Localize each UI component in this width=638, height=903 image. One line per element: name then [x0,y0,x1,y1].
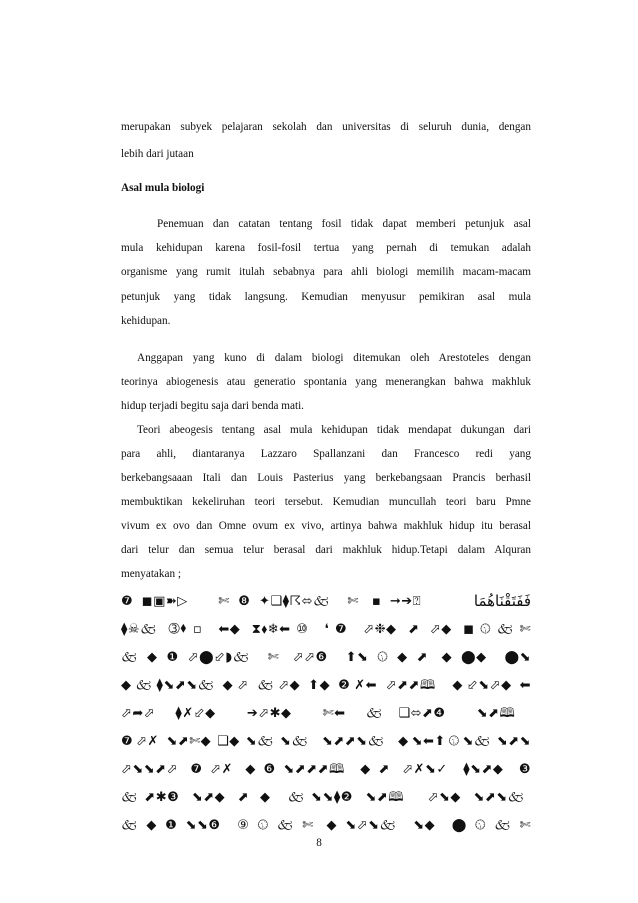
penemuan-line-1: Penemuan dan catatan tentang fosil tidak dapat memberi petunjuk asal [157,218,531,230]
teori-line-7: menyatakan ; [121,568,181,580]
teori-line-4: membuktikan kekeliruhan teori tersebut. Kemudian muncullah teori baru Pmne [121,496,531,508]
garbled-line-9: 🙵︎◆︎❶︎⬊︎⬊︎❻︎⑨︎🕥︎🙵︎✄︎ ◆︎⬊︎⬀︎⬊︎🙵︎⬊︎◆︎⬤︎🕥︎🙵︎✄︎ [121,818,531,833]
arabic-phrase: فَفَتَقْنَاهُمَا [473,592,531,610]
intro-line-2: lebih dari jutaan [121,148,194,160]
teori-line-6: dari telur dan semua telur berasal dari makhluk hidup.Tetapi dalam Alquran [121,544,531,556]
anggapan-line-1: Anggapan yang kuno di dalam biologi ditemukan oleh Arestoteles dengan [137,352,531,364]
garbled-line-2: ⧫︎☠︎🙵︎➂︎⬧︎▫︎ ⬅︎◆︎⧗︎⬧︎❄︎⬅︎⑩ ❛❼ ⬀︎❉︎◆︎⬈︎ ⬀︎◆︎◼︎🕥︎🙵︎✄︎ [121,622,531,637]
penemuan-line-2: mula kehidupan karena fosil-fosil tertua yang pernah di temukan adalah [121,242,531,254]
penemuan-line-3: organisme yang rumit itulah sebabnya para ahli biologi memilih macam-macam [121,266,531,278]
garbled-line-7: ⬀︎⬊︎⬊︎⬈︎⬀︎ ❼⬀︎✗︎ ◆︎❻︎⬊︎⬈︎⬈︎⬈︎🕮︎◆︎⬈︎ ⬀︎✗︎⬊︎✓︎⧫︎⬊︎⬈︎◆︎❸︎ [121,762,531,777]
garbled-line-3: 🙵︎◆︎❶︎⬀︎⬤︎⬃︎◗︎🙵︎✄︎ ⬀︎⬀︎❻︎⬆︎⬊︎🕥︎◆︎⬈︎ ◆︎⬤︎◆︎⬤︎⬊︎ [121,650,531,665]
page-number: 8 [316,837,322,849]
garbled-line-6: ❼⬀︎✗︎ ⬊︎⬈︎✄︎◆︎❑︎◆︎⬊︎🙵︎⬊︎🙵︎ ⬊︎⬈︎⬈︎⬊︎🙵︎ ◆︎⬊︎⬅︎⬆︎🕥︎⬊︎🙵︎⬊︎⬈︎⬊︎ [121,734,531,749]
intro-line-1: merupakan subyek pelajaran sekolah dan universitas di seluruh dunia, dengan [121,121,531,133]
garbled-line-8: 🙵︎⬈︎✱︎❸︎⬊︎⬈︎◆︎⬈︎ ◆︎ 🙵︎⬊︎⬊︎⧫︎❷︎⬊︎⬈︎🕮︎ ⬀︎⬊︎◆︎⬊︎⬈︎⬊︎🙵︎ [121,790,531,805]
garbled-line-1: ❼◼︎▣︎➽▷︎ ✄︎❽✦︎❑︎⧫︎☈⬄︎🙵︎✄︎ ▪︎➞︎➔︎⍰︎ [121,594,421,609]
anggapan-line-2: teorinya abiogenesis atau generatio spontania yang menerangkan bahwa makhluk [121,376,531,388]
penemuan-line-5: kehidupan. [121,315,171,327]
teori-line-1: Teori abeogesis tentang asal mula kehidupan tidak mendapat dukungan dari [137,424,531,436]
section-heading: Asal mula biologi [121,182,205,194]
garbled-line-4: ◆︎🙵︎⧫︎⬊︎⬈︎⬊︎🙵︎◆︎⬀︎ 🙵︎⬀︎◆︎⬆︎◆︎❷︎✗︎⬅︎ ⬀︎⬈︎⬈︎🕮︎ ◆︎⬃︎⬊︎⬀︎◆︎⬅︎ [121,678,531,693]
penemuan-line-4: petunjuk yang tidak langsung. Kemudian menyusur pemikiran asal mula [121,291,531,303]
teori-line-3: berkebangsaaan Itali dan Louis Pasterius yang berkebangsaan Prancis berhasil [121,472,531,484]
garbled-line-5: ⬀︎➦︎⬀︎ ⧫︎✗︎⬃︎◆︎➔︎⬀︎✱︎◆︎✄︎⬅︎ 🙵︎❑︎⬄︎⬈︎❹︎⬊︎⬈︎🕮︎ [121,706,531,721]
anggapan-line-3: hidup terjadi begitu saja dari benda mati. [121,400,304,412]
teori-line-5: vivum ex ovo dan Omne ovum ex vivo, artinya bahwa makhluk hidup itu berasal [121,520,531,532]
teori-line-2: para ahli, diantaranya Lazzaro Spallanzani dan Francesco redi yang [121,448,531,460]
